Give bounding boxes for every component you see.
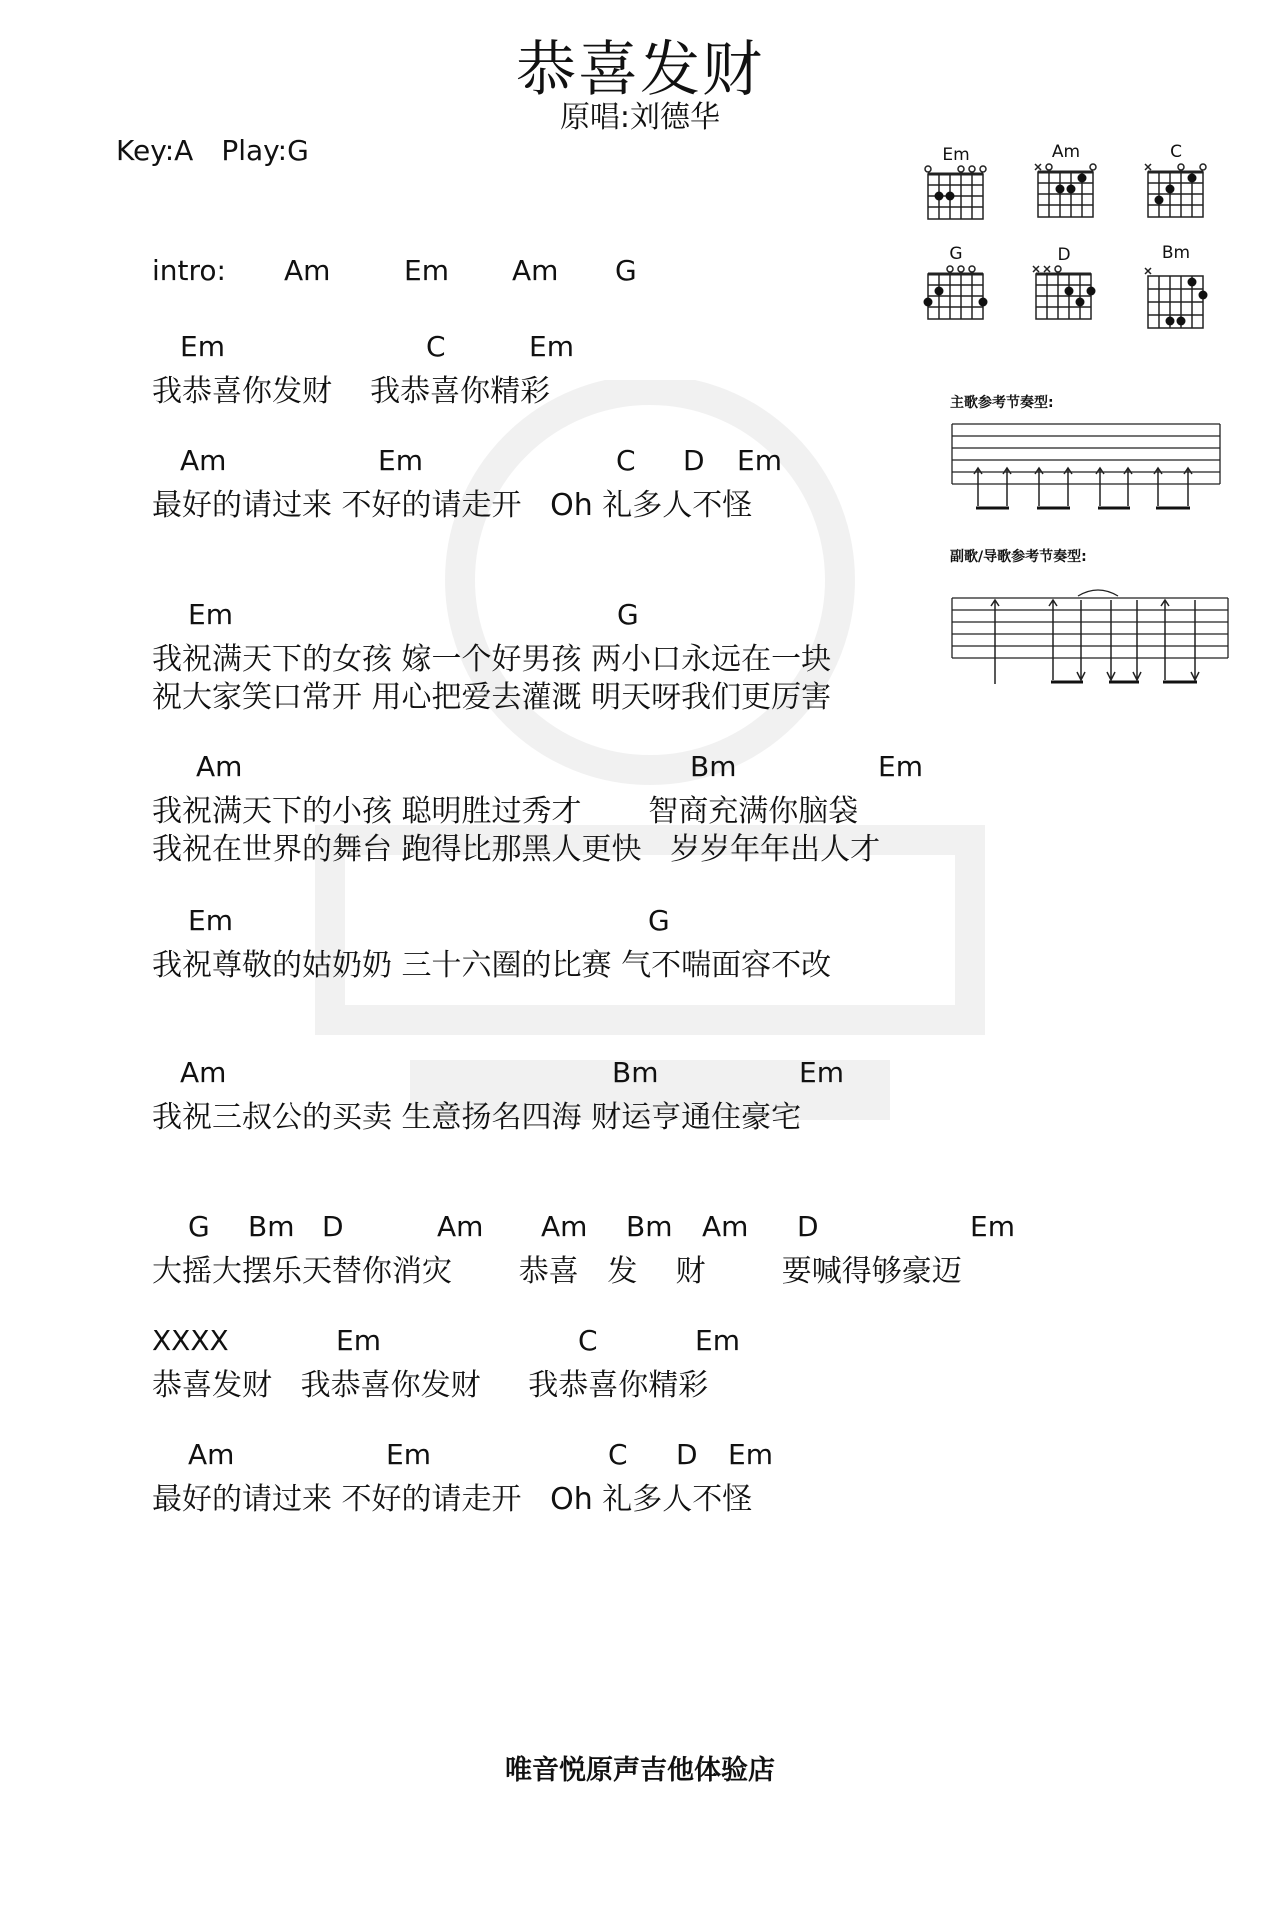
chord-symbol: Am — [702, 1210, 749, 1243]
chord-diagram-label: G — [949, 244, 963, 264]
chord-symbol: Em — [188, 598, 233, 631]
chord-diagram-label: Am — [1051, 142, 1081, 162]
lyric-line: 最好的请过来 不好的请走开 Oh 礼多人不怪 — [152, 488, 753, 523]
chord-symbol: Em — [799, 1056, 844, 1089]
lyric-line: 我祝满天下的小孩 聪明胜过秀才 智商充满你脑袋 — [152, 794, 859, 829]
footer-shop-name: 唯音悦原声吉他体验店 — [505, 1755, 775, 1786]
chord-symbol: Am — [180, 1056, 227, 1089]
chord-symbol: XXXX — [152, 1324, 229, 1357]
chord-symbol: D — [322, 1210, 344, 1243]
chord-symbol: Em — [970, 1210, 1015, 1243]
chorus-rhythm-label: 副歌/导歌参考节奏型: — [950, 549, 1087, 565]
chord-symbol: Am — [437, 1210, 484, 1243]
chord-symbol: Em — [188, 904, 233, 937]
chord-symbol: Am — [284, 254, 331, 287]
chord-symbol: D — [683, 444, 705, 477]
chord-symbol: Em — [386, 1438, 431, 1471]
chord-diagram-label: Em — [942, 145, 970, 165]
play-label: Play:G — [221, 134, 309, 167]
chord-symbol: G — [615, 254, 637, 287]
chord-symbol: Bm — [690, 750, 737, 783]
chord-symbol: Am — [188, 1438, 235, 1471]
chord-symbol: G — [188, 1210, 210, 1243]
chord-symbol: Em — [378, 444, 423, 477]
chord-symbol: Am — [512, 254, 559, 287]
lyric-line: 我祝尊敬的姑奶奶 三十六圈的比赛 气不喘面容不改 — [152, 948, 832, 983]
chord-symbol: Em — [529, 330, 574, 363]
chord-symbol: Em — [180, 330, 225, 363]
chord-symbol: Am — [180, 444, 227, 477]
song-title: 恭喜发财 — [516, 35, 764, 105]
key-label: Key:A — [116, 134, 194, 167]
song-subtitle: 原唱:刘德华 — [559, 100, 721, 135]
chord-symbol: Em — [878, 750, 923, 783]
chord-symbol: C — [608, 1438, 628, 1471]
chord-symbol: Em — [728, 1438, 773, 1471]
chord-symbol: Em — [404, 254, 449, 287]
chord-symbol: Bm — [612, 1056, 659, 1089]
lyric-line: 大摇大摆乐天替你消灾 恭喜 发 财 要喊得够豪迈 — [152, 1254, 962, 1289]
lyric-line: 恭喜发财 我恭喜你发财 我恭喜你精彩 — [152, 1368, 709, 1403]
chord-symbol: Em — [695, 1324, 740, 1357]
chord-diagram-label: C — [1170, 142, 1182, 162]
chord-symbol: Bm — [626, 1210, 673, 1243]
chord-symbol: Em — [737, 444, 782, 477]
chord-symbol: D — [797, 1210, 819, 1243]
lyric-line: 我祝三叔公的买卖 生意扬名四海 财运亨通住豪宅 — [152, 1100, 802, 1135]
chord-symbol: G — [617, 598, 639, 631]
lyric-line: 我恭喜你发财 我恭喜你精彩 — [152, 374, 551, 409]
chord-diagram-label: Bm — [1161, 243, 1191, 263]
intro-label: intro: — [152, 254, 226, 287]
lyric-line: 祝大家笑口常开 用心把爱去灌溉 明天呀我们更厉害 — [152, 680, 832, 715]
chord-symbol: Em — [336, 1324, 381, 1357]
chord-diagram-label: D — [1057, 245, 1071, 265]
lyric-line: 我祝满天下的女孩 嫁一个好男孩 两小口永远在一块 — [152, 642, 832, 677]
verse-rhythm-label: 主歌参考节奏型: — [950, 395, 1054, 411]
chord-symbol: C — [616, 444, 636, 477]
chord-symbol: C — [426, 330, 446, 363]
chord-symbol: Am — [541, 1210, 588, 1243]
lyric-line: 最好的请过来 不好的请走开 Oh 礼多人不怪 — [152, 1482, 753, 1517]
lyric-line: 我祝在世界的舞台 跑得比那黑人更快 岁岁年年出人才 — [152, 832, 881, 867]
chord-symbol: Bm — [248, 1210, 295, 1243]
chord-symbol: G — [648, 904, 670, 937]
chord-symbol: Am — [196, 750, 243, 783]
chord-symbol: D — [676, 1438, 698, 1471]
chord-symbol: C — [578, 1324, 598, 1357]
